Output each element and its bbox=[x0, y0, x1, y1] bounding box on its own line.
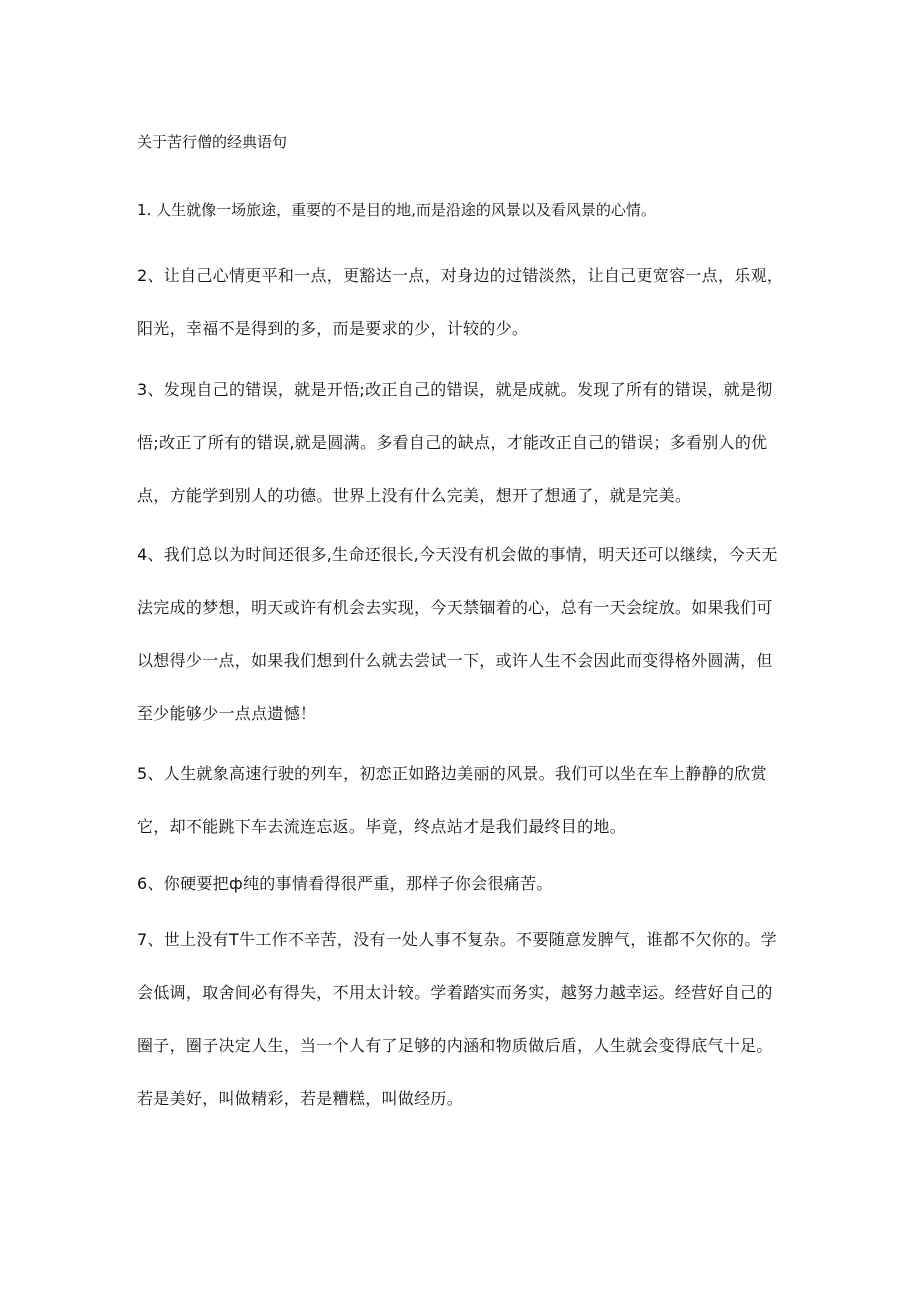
paragraph-7: 7、世上没有Τ牛工作不辛苦，没有一处人事不复杂。不要随意发脾气，谁都不欠你的。学会低调，取舍间必有得失，不用太计较。学着踏实而务实，越努力越幸运。经营好自己的圈子，圈子决定人生，当一个人有了足够的内涵和物质做后盾，人生就会变得底气十足。若是美好，叫做精彩，若是糟糕，叫做经历。 bbox=[137, 930, 777, 1108]
paragraph-3: 3、发现自己的错误，就是开悟;改正自己的错误，就是成就。发现了所有的错误，就是彻悟;改正了所有的错误,就是圆满。多看自己的缺点，才能改正自己的错误；多看别人的优点，方能学到别人的功德。世界上没有什么完美，想开了想通了，就是完美。 bbox=[137, 380, 773, 505]
paragraph-6: 6、你硬要把ф纯的事情看得很严重，那样子你会很痛苦。 bbox=[137, 874, 553, 893]
document-title: 关于苦行僧的经典语句 bbox=[137, 133, 288, 151]
paragraph-1: 1. 人生就像一场旅途，重要的不是目的地,而是沿途的风景以及看风景的心情。 bbox=[137, 201, 656, 219]
paragraph-5: 5、人生就象高速行驶的列车，初恋正如路边美丽的风景。我们可以坐在车上静静的欣赏它，却不能跳下车去流连忘返。毕竟，终点站才是我们最终目的地。 bbox=[137, 764, 767, 836]
paragraph-2: 2、让自己心情更平和一点，更豁达一点，对身边的过错淡然，让自己更宽容一点，乐观，阳光，幸福不是得到的多，而是要求的少，计较的少。 bbox=[137, 266, 784, 338]
paragraph-4: 4、我们总以为时间还很多,生命还很长,今天没有机会做的事情，明天还可以继续，今天无法完成的梦想，明天或许有机会去实现，今天禁锢着的心，总有一天会绽放。如果我们可以想得少一点，如果我们想到什么就去尝试一下，或许人生不会因此而变得格外圆满，但至少能够少一点点遗憾！ bbox=[137, 545, 778, 723]
